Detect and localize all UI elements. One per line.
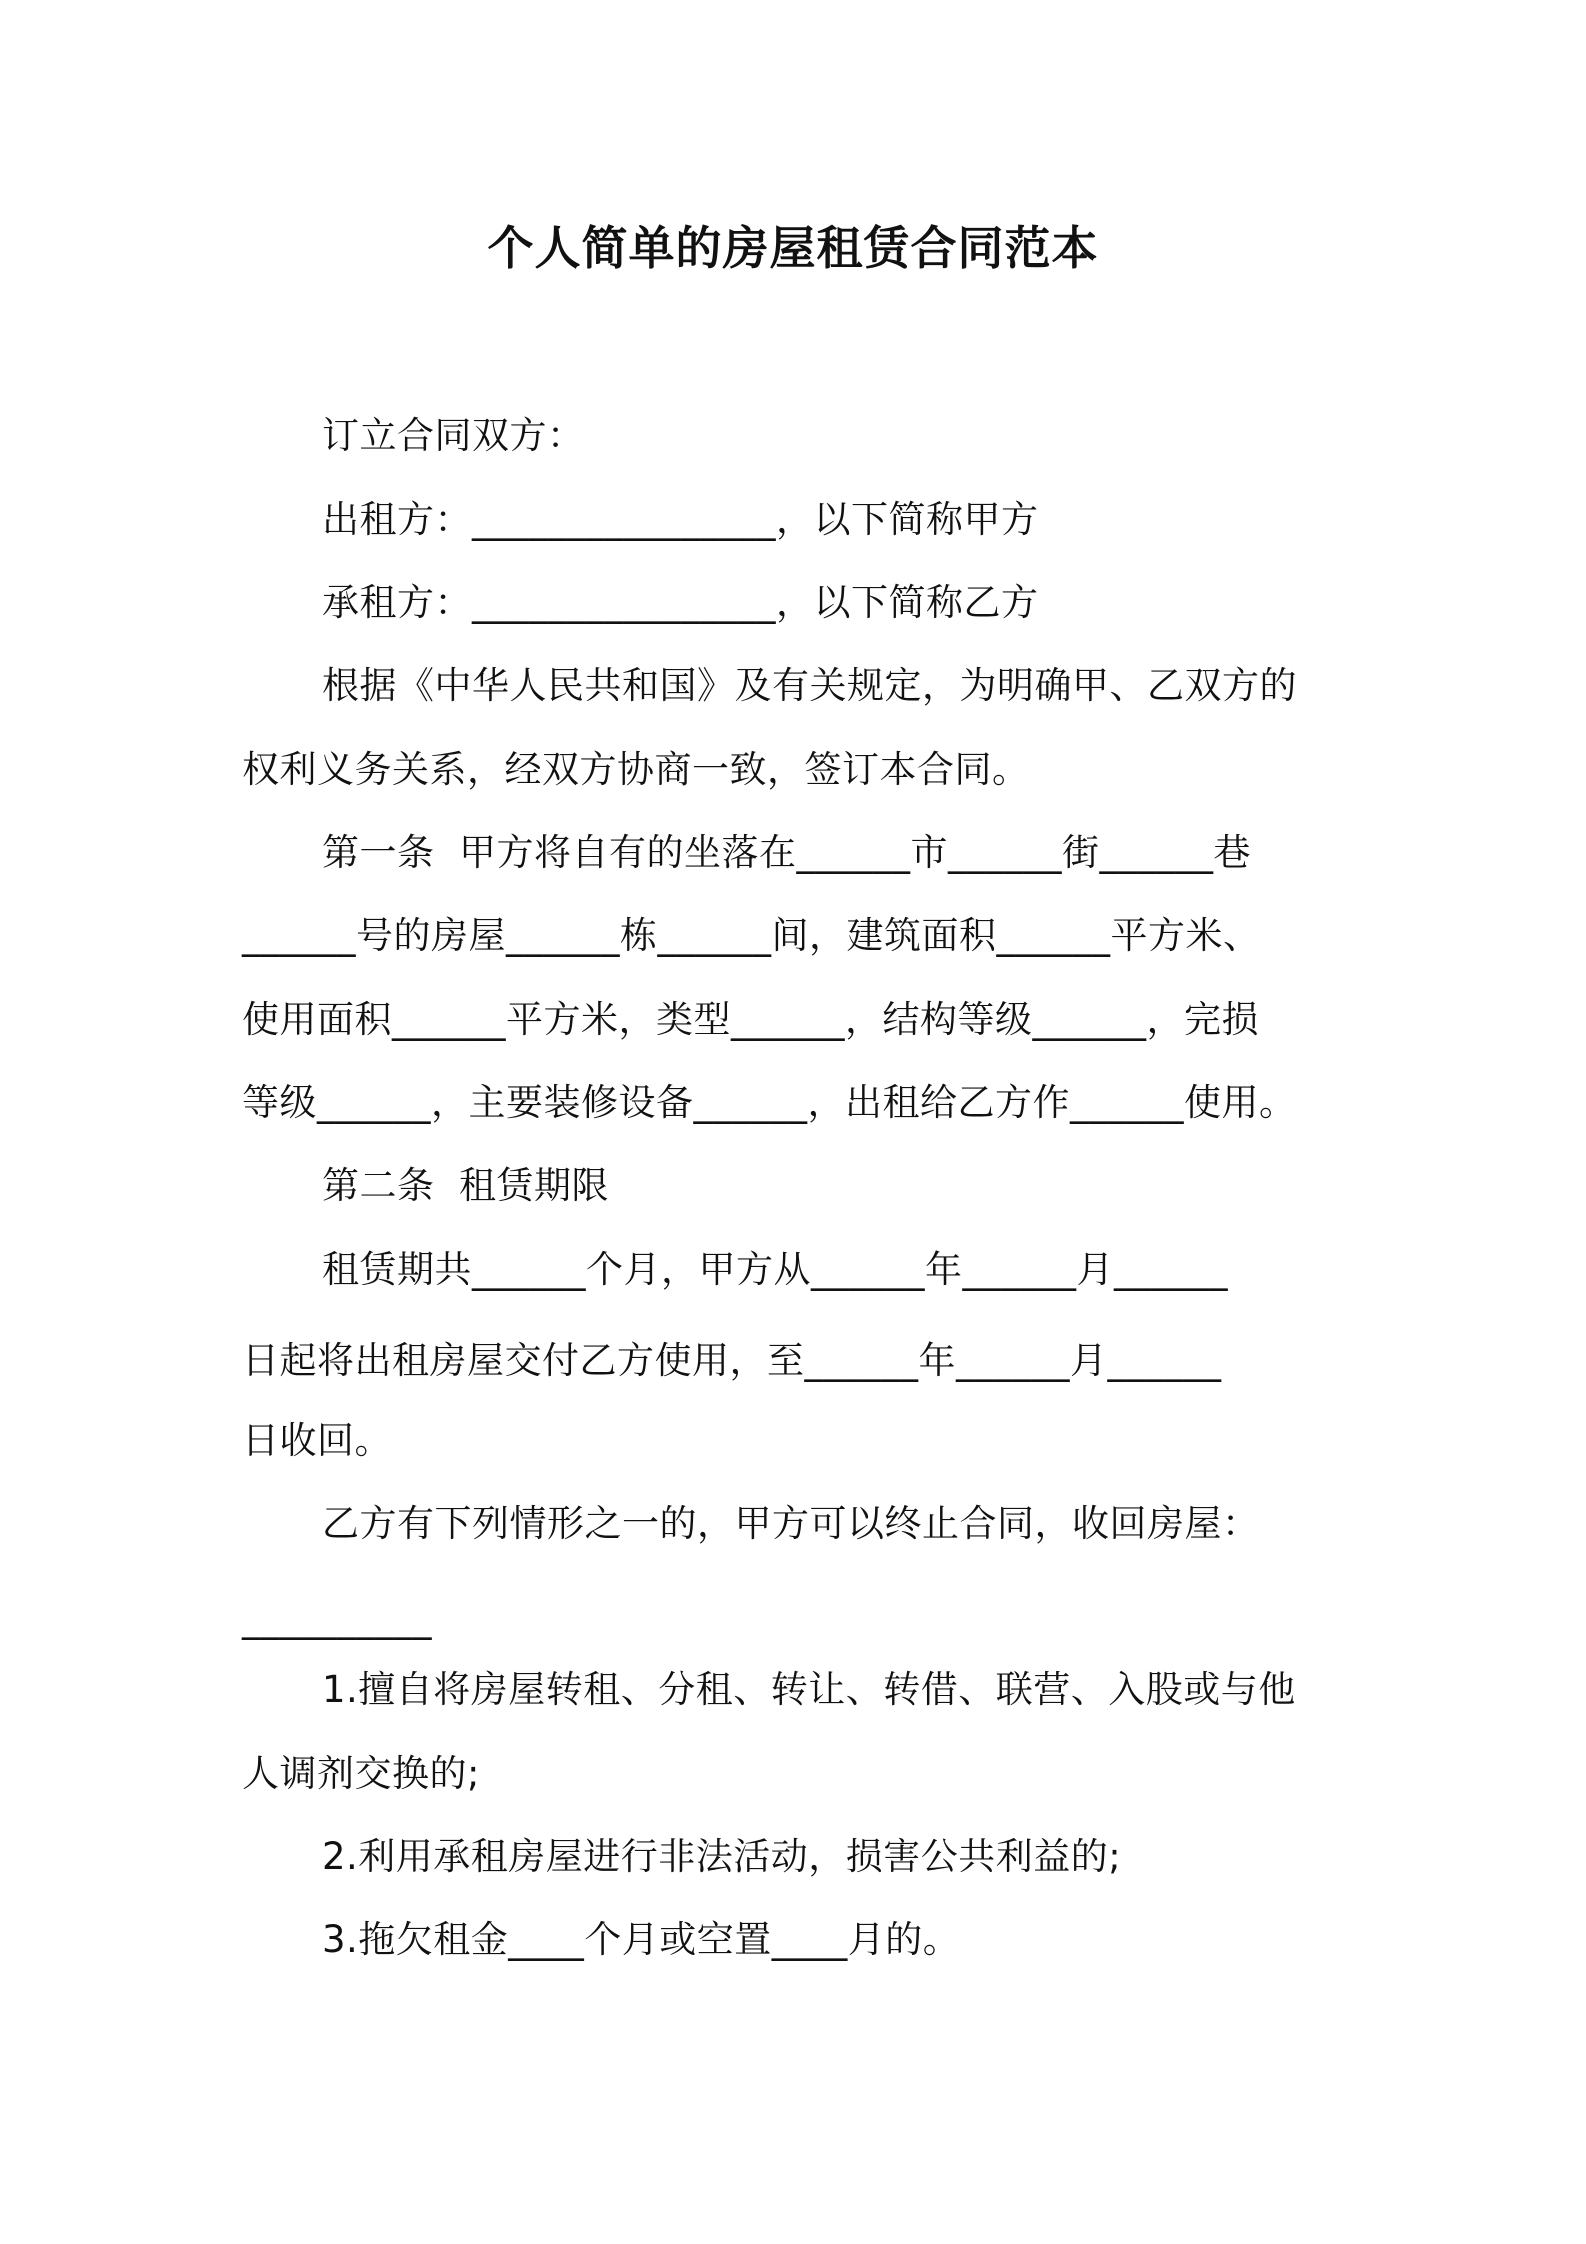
document-title: 个人简单的房屋租赁合同范本 <box>487 221 1099 275</box>
paragraph-line-termination-intro: 乙方有下列情形之一的，甲方可以终止合同，收回房屋： <box>322 1502 1260 1545</box>
paragraph-line-item1-1: 1.擅自将房屋转租、分租、转让、转借、联营、入股或与他 <box>322 1668 1296 1711</box>
paragraph-line-term-1: 租赁期共______个月，甲方从______年______月______ <box>322 1248 1228 1291</box>
paragraph-line-article1-4: 等级______，主要装修设备______，出租给乙方作______使用。 <box>242 1081 1297 1124</box>
paragraph-line-basis-1: 根据《中华人民共和国》及有关规定，为明确甲、乙双方的 <box>322 664 1297 707</box>
paragraph-line-item3: 3.拖欠租金____个月或空置____月的。 <box>322 1918 961 1961</box>
paragraph-line-item1-2: 人调剂交换的; <box>242 1752 480 1795</box>
paragraph-line-item2: 2.利用承租房屋进行非法活动，损害公共利益的; <box>322 1835 1122 1878</box>
paragraph-line-lessee: 承租方：________________，以下简称乙方 <box>322 581 1039 624</box>
paragraph-line-article2-heading: 第二条 租赁期限 <box>322 1164 610 1207</box>
paragraph-line-article1-3: 使用面积______平方米，类型______，结构等级______，完损 <box>242 998 1259 1041</box>
paragraph-line-article1-2: ______号的房屋______栋______间，建筑面积______平方米、 <box>242 914 1261 957</box>
paragraph-line-article1-1: 第一条 甲方将自有的坐落在______市______街______巷 <box>322 831 1252 874</box>
paragraph-line-lessor: 出租方：________________，以下简称甲方 <box>322 498 1039 541</box>
paragraph-line-basis-2: 权利义务关系，经双方协商一致，签订本合同。 <box>242 748 1030 791</box>
paragraph-line-blank: __________ <box>242 1597 432 1640</box>
paragraph-line-term-2: 日起将出租房屋交付乙方使用，至______年______月______ <box>242 1339 1222 1382</box>
paragraph-line-term-3: 日收回。 <box>242 1419 392 1462</box>
paragraph-line-parties-heading: 订立合同双方： <box>322 414 585 457</box>
